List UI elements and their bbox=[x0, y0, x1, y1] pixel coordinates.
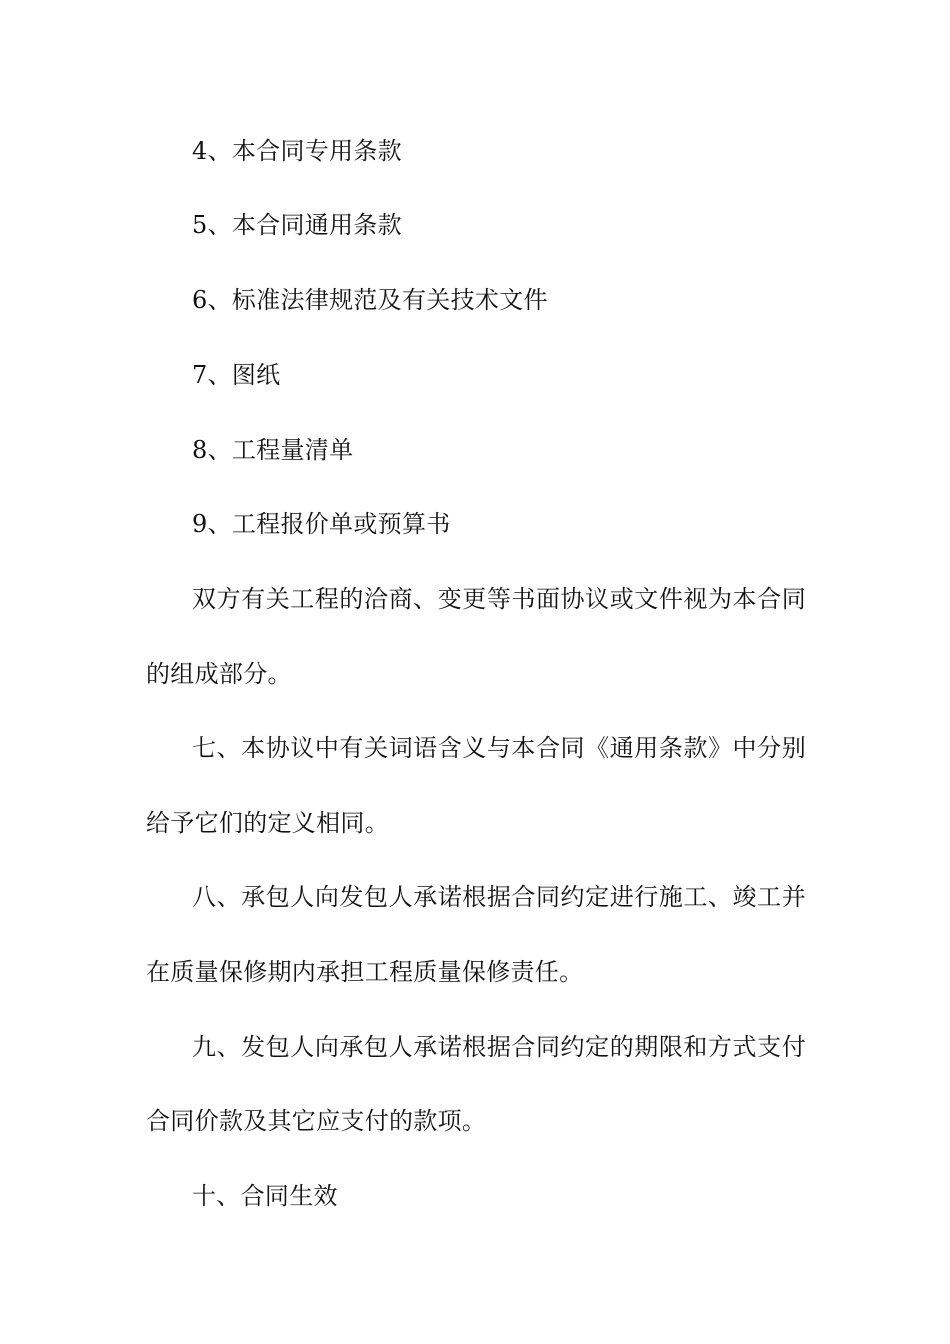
clause-9-line-2: 合同价款及其它应支付的款项。 bbox=[146, 1107, 487, 1135]
clause-9-line-1: 九、发包人向承包人承诺根据合同约定的期限和方式支付 bbox=[192, 1033, 806, 1061]
clause-8-line-1: 八、承包人向发包人承诺根据合同约定进行施工、竣工并 bbox=[192, 883, 806, 911]
paragraph-1-line-2: 的组成部分。 bbox=[146, 660, 292, 688]
list-item-6: 6、标准法律规范及有关技术文件 bbox=[192, 286, 548, 314]
list-item-7: 7、图纸 bbox=[192, 361, 281, 389]
clause-8-line-2: 在质量保修期内承担工程质量保修责任。 bbox=[146, 958, 584, 986]
paragraph-1-line-1: 双方有关工程的洽商、变更等书面协议或文件视为本合同 bbox=[192, 585, 806, 613]
clause-7-line-2: 给予它们的定义相同。 bbox=[146, 809, 389, 837]
section-heading-contract-effect: 十、合同生效 bbox=[192, 1182, 338, 1210]
list-item-4: 4、本合同专用条款 bbox=[192, 137, 402, 165]
list-item-5: 5、本合同通用条款 bbox=[192, 211, 402, 239]
clause-7-line-1: 七、本协议中有关词语含义与本合同《通用条款》中分别 bbox=[192, 734, 806, 762]
list-item-9: 9、工程报价单或预算书 bbox=[192, 510, 451, 538]
list-item-8: 8、工程量清单 bbox=[192, 436, 354, 464]
